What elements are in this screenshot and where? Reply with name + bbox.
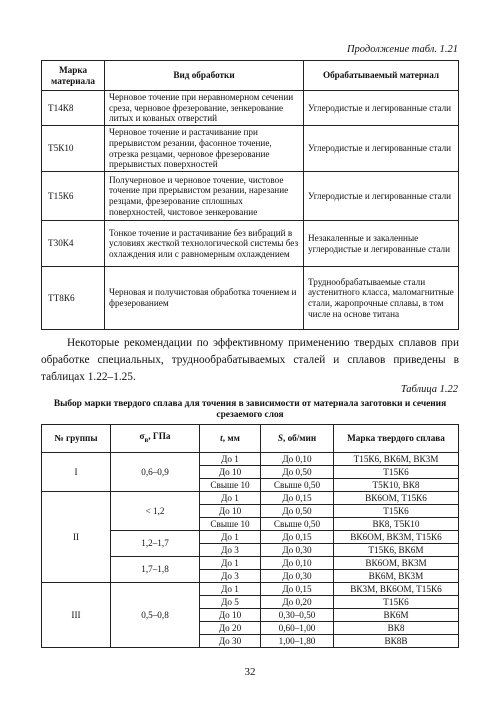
grade-cell: ВК6М bbox=[334, 609, 459, 622]
depth-cell: До 10 bbox=[200, 609, 261, 622]
grade-cell: ВК8 bbox=[334, 622, 459, 635]
material-cell: Углеродистые и легированные стали bbox=[304, 126, 459, 172]
grade-selection-table bbox=[41, 424, 459, 648]
grade-cell: Т14К8 bbox=[42, 91, 105, 126]
depth-cell: До 1 bbox=[200, 583, 261, 596]
continuation-caption: Продолжение табл. 1.21 bbox=[346, 44, 458, 55]
group-cell: I bbox=[42, 453, 111, 492]
depth-cell: До 20 bbox=[200, 622, 261, 635]
sigma-cell: 1,7–1,8 bbox=[111, 557, 200, 583]
header-sigma: $\sigma_в$, ГПа bbox=[111, 425, 200, 453]
page-number: 32 bbox=[244, 666, 256, 678]
feed-cell: До 0,15 bbox=[261, 583, 334, 596]
processing-cell: Получерновое и черновое точение, чистовое точение при прерывистом резании, нарезание резцами, фрезерование сплошных поверхностей, чистовое зенкерование bbox=[105, 172, 304, 221]
depth-cell: До 3 bbox=[200, 570, 261, 583]
body-paragraph bbox=[41, 335, 459, 386]
processing-cell: Черновая и получистовая обработка точением и фрезерованием bbox=[105, 267, 304, 330]
sigma-cell: 1,2–1,7 bbox=[111, 531, 200, 557]
depth-cell: До 1 bbox=[200, 492, 261, 505]
sigma-cell: ˂ 1,2 bbox=[111, 492, 200, 531]
table-row bbox=[42, 91, 459, 126]
feed-cell: До 0,15 bbox=[261, 531, 334, 544]
depth-cell: До 5 bbox=[200, 596, 261, 609]
table-row bbox=[42, 453, 459, 466]
material-cell: Труднообрабатываемые стали аустенитного класса, маломагнитные стали, жаропрочные сплавы, в том числе на основе титана bbox=[304, 267, 459, 330]
feed-cell: Свыше 0,50 bbox=[261, 518, 334, 531]
table-row bbox=[42, 172, 459, 221]
grade-cell: Т15К6, ВК6М, ВК3М bbox=[334, 453, 459, 466]
feed-cell: 0,30–0,50 bbox=[261, 609, 334, 622]
header-grade: Марка материала bbox=[42, 61, 105, 91]
feed-cell: До 0,50 bbox=[261, 505, 334, 518]
feed-cell: До 0,15 bbox=[261, 492, 334, 505]
depth-cell: Свыше 10 bbox=[200, 479, 261, 492]
feed-cell: До 0,20 bbox=[261, 596, 334, 609]
depth-cell: До 1 bbox=[200, 531, 261, 544]
material-cell: Незакаленные и закаленные углеродистые и легированные стали bbox=[304, 221, 459, 267]
table-row bbox=[42, 492, 459, 505]
depth-cell: До 10 bbox=[200, 466, 261, 479]
grade-cell: ВК6М, ВК3М bbox=[334, 570, 459, 583]
depth-cell: До 10 bbox=[200, 505, 261, 518]
paragraph-text: Некоторые рекомендации по эффективному применению твердых сплавов при обработке специальных, труднообрабатываемых сталей и сплавов приведены в таблицах 1.22–1.25. bbox=[41, 337, 459, 383]
feed-cell: До 0,10 bbox=[261, 453, 334, 466]
depth-cell: До 1 bbox=[200, 557, 261, 570]
table-row bbox=[42, 583, 459, 596]
processing-cell: Тонкое точение и растачивание без вибраций в условиях жесткой технологической системы без охлаждения или с равномерным охлаждением bbox=[105, 221, 304, 267]
depth-cell: До 3 bbox=[200, 544, 261, 557]
grade-cell: ВК8, Т5К10 bbox=[334, 518, 459, 531]
feed-cell: 0,60–1,00 bbox=[261, 622, 334, 635]
grade-cell: ВК8В bbox=[334, 635, 459, 648]
header-group: № группы bbox=[42, 425, 111, 453]
grade-cell: ТТ8К6 bbox=[42, 267, 105, 330]
grade-cell: Т15К6 bbox=[334, 505, 459, 518]
header-feed: S, об/мин bbox=[261, 425, 334, 453]
material-cell: Углеродистые и легированные стали bbox=[304, 91, 459, 126]
header-grade: Марка твердого сплава bbox=[334, 425, 459, 453]
feed-cell: До 0,10 bbox=[261, 557, 334, 570]
grade-cell: Т5К10, ВК8 bbox=[334, 479, 459, 492]
grades-usage-table bbox=[41, 60, 459, 330]
depth-cell: Свыше 10 bbox=[200, 518, 261, 531]
table-title: Выбор марки твердого сплава для точения в зависимости от материала заготовки и сечения срезаемого слоя bbox=[53, 399, 447, 420]
feed-cell: До 0,30 bbox=[261, 544, 334, 557]
grade-cell: ВК6ОМ, ВК3М, Т15К6 bbox=[334, 531, 459, 544]
sigma-cell: 0,5–0,8 bbox=[111, 583, 200, 648]
header-material: Обрабатываемый материал bbox=[304, 61, 459, 91]
depth-cell: До 30 bbox=[200, 635, 261, 648]
feed-cell: До 0,30 bbox=[261, 570, 334, 583]
processing-cell: Черновое точение и растачивание при прерывистом резании, фасонное точение, отрезка резцами, черновое фрезерование прерывистых поверхностей bbox=[105, 126, 304, 172]
material-cell: Углеродистые и легированные стали bbox=[304, 172, 459, 221]
feed-cell: До 0,50 bbox=[261, 466, 334, 479]
header-depth: t, мм bbox=[200, 425, 261, 453]
processing-cell: Черновое точение при неравномерном сечении среза, черновое фрезерование, зенкерование литых и кованых отверстий bbox=[105, 91, 304, 126]
depth-cell: До 1 bbox=[200, 453, 261, 466]
grade-cell: ВК3М, ВК6ОМ, Т15К6 bbox=[334, 583, 459, 596]
grade-cell: Т15К6 bbox=[334, 596, 459, 609]
grade-cell: Т15К6, ВК6М bbox=[334, 544, 459, 557]
sigma-cell: 0,6–0,9 bbox=[111, 453, 200, 492]
group-cell: III bbox=[42, 583, 111, 648]
group-cell: II bbox=[42, 492, 111, 583]
grade-cell: Т15К6 bbox=[42, 172, 105, 221]
feed-cell: 1,00–1,80 bbox=[261, 635, 334, 648]
table-caption: Таблица 1.22 bbox=[400, 384, 458, 395]
grade-cell: Т5К10 bbox=[42, 126, 105, 172]
header-processing: Вид обработки bbox=[105, 61, 304, 91]
grade-cell: Т15К6 bbox=[334, 466, 459, 479]
table-row bbox=[42, 126, 459, 172]
grade-cell: ВК6ОМ, Т15К6 bbox=[334, 492, 459, 505]
table-row bbox=[42, 221, 459, 267]
table-row bbox=[42, 267, 459, 330]
feed-cell: Свыше 0,50 bbox=[261, 479, 334, 492]
grade-cell: Т30К4 bbox=[42, 221, 105, 267]
grade-cell: ВК6ОМ, ВК3М bbox=[334, 557, 459, 570]
